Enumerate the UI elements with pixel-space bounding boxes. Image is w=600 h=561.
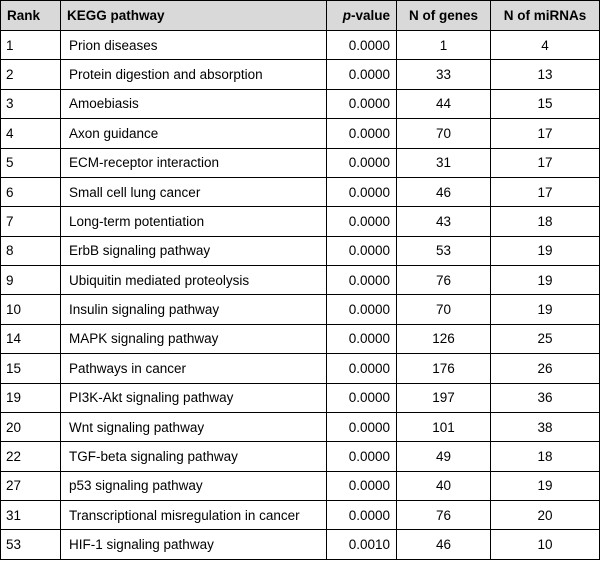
cell-rank: 53 bbox=[1, 530, 61, 560]
cell-p-value: 0.0000 bbox=[327, 383, 397, 412]
cell-kegg-pathway: Long-term potentiation bbox=[61, 207, 327, 236]
cell-rank: 1 bbox=[1, 31, 61, 60]
cell-p-value: 0.0000 bbox=[327, 119, 397, 148]
cell-n-mirnas: 20 bbox=[491, 501, 600, 530]
cell-kegg-pathway: PI3K-Akt signaling pathway bbox=[61, 383, 327, 412]
table-row bbox=[1, 324, 600, 353]
cell-rank: 10 bbox=[1, 295, 61, 324]
table-row bbox=[1, 442, 600, 471]
cell-p-value: 0.0000 bbox=[327, 501, 397, 530]
cell-kegg-pathway: p53 signaling pathway bbox=[61, 471, 327, 500]
table-row bbox=[1, 383, 600, 412]
table-row bbox=[1, 148, 600, 177]
table-row bbox=[1, 31, 600, 60]
cell-n-mirnas: 17 bbox=[491, 119, 600, 148]
cell-n-mirnas: 18 bbox=[491, 442, 600, 471]
cell-rank: 3 bbox=[1, 89, 61, 118]
header-p-italic: p bbox=[342, 8, 351, 23]
cell-n-genes: 197 bbox=[397, 383, 491, 412]
cell-p-value: 0.0000 bbox=[327, 207, 397, 236]
cell-p-value: 0.0000 bbox=[327, 412, 397, 441]
cell-n-genes: 176 bbox=[397, 354, 491, 383]
cell-p-value: 0.0010 bbox=[327, 530, 397, 560]
cell-n-mirnas: 19 bbox=[491, 295, 600, 324]
cell-n-mirnas: 13 bbox=[491, 60, 600, 89]
cell-n-mirnas: 26 bbox=[491, 354, 600, 383]
cell-rank: 2 bbox=[1, 60, 61, 89]
cell-kegg-pathway: Axon guidance bbox=[61, 119, 327, 148]
header-n-genes: N of genes bbox=[397, 1, 491, 31]
cell-rank: 7 bbox=[1, 207, 61, 236]
cell-kegg-pathway: Prion diseases bbox=[61, 31, 327, 60]
cell-n-mirnas: 19 bbox=[491, 236, 600, 265]
cell-n-genes: 46 bbox=[397, 177, 491, 206]
cell-p-value: 0.0000 bbox=[327, 471, 397, 500]
cell-p-value: 0.0000 bbox=[327, 89, 397, 118]
cell-n-mirnas: 15 bbox=[491, 89, 600, 118]
header-rank: Rank bbox=[1, 1, 61, 31]
table-row bbox=[1, 501, 600, 530]
cell-kegg-pathway: MAPK signaling pathway bbox=[61, 324, 327, 353]
cell-n-genes: 76 bbox=[397, 266, 491, 295]
cell-kegg-pathway: Wnt signaling pathway bbox=[61, 412, 327, 441]
header-kegg-pathway: KEGG pathway bbox=[61, 1, 327, 31]
cell-p-value: 0.0000 bbox=[327, 236, 397, 265]
cell-kegg-pathway: Amoebiasis bbox=[61, 89, 327, 118]
table-body bbox=[1, 31, 600, 560]
table-row bbox=[1, 119, 600, 148]
cell-p-value: 0.0000 bbox=[327, 177, 397, 206]
table-header bbox=[1, 1, 600, 31]
cell-n-mirnas: 38 bbox=[491, 412, 600, 441]
cell-n-genes: 101 bbox=[397, 412, 491, 441]
header-p-suffix: -value bbox=[350, 8, 390, 23]
cell-n-genes: 76 bbox=[397, 501, 491, 530]
cell-rank: 31 bbox=[1, 501, 61, 530]
cell-p-value: 0.0000 bbox=[327, 148, 397, 177]
cell-kegg-pathway: ECM-receptor interaction bbox=[61, 148, 327, 177]
cell-n-mirnas: 17 bbox=[491, 177, 600, 206]
table-row bbox=[1, 207, 600, 236]
cell-n-genes: 53 bbox=[397, 236, 491, 265]
table-row bbox=[1, 295, 600, 324]
cell-n-genes: 126 bbox=[397, 324, 491, 353]
cell-rank: 15 bbox=[1, 354, 61, 383]
table-row bbox=[1, 266, 600, 295]
cell-rank: 19 bbox=[1, 383, 61, 412]
cell-n-genes: 33 bbox=[397, 60, 491, 89]
cell-kegg-pathway: ErbB signaling pathway bbox=[61, 236, 327, 265]
cell-n-genes: 49 bbox=[397, 442, 491, 471]
cell-n-genes: 31 bbox=[397, 148, 491, 177]
cell-kegg-pathway: Ubiquitin mediated proteolysis bbox=[61, 266, 327, 295]
cell-n-genes: 40 bbox=[397, 471, 491, 500]
cell-kegg-pathway: Protein digestion and absorption bbox=[61, 60, 327, 89]
table-row bbox=[1, 177, 600, 206]
cell-rank: 5 bbox=[1, 148, 61, 177]
cell-p-value: 0.0000 bbox=[327, 266, 397, 295]
cell-n-mirnas: 4 bbox=[491, 31, 600, 60]
cell-kegg-pathway: Pathways in cancer bbox=[61, 354, 327, 383]
header-p-value bbox=[327, 1, 397, 31]
cell-n-mirnas: 19 bbox=[491, 266, 600, 295]
cell-n-mirnas: 10 bbox=[491, 530, 600, 560]
header-n-mirnas: N of miRNAs bbox=[491, 1, 600, 31]
cell-rank: 8 bbox=[1, 236, 61, 265]
cell-kegg-pathway: TGF-beta signaling pathway bbox=[61, 442, 327, 471]
table-row bbox=[1, 354, 600, 383]
cell-p-value: 0.0000 bbox=[327, 31, 397, 60]
cell-kegg-pathway: Transcriptional misregulation in cancer bbox=[61, 501, 327, 530]
table-row bbox=[1, 530, 600, 560]
cell-n-genes: 46 bbox=[397, 530, 491, 560]
cell-n-mirnas: 36 bbox=[491, 383, 600, 412]
table-row bbox=[1, 236, 600, 265]
cell-n-genes: 1 bbox=[397, 31, 491, 60]
cell-kegg-pathway: Small cell lung cancer bbox=[61, 177, 327, 206]
cell-p-value: 0.0000 bbox=[327, 60, 397, 89]
cell-p-value: 0.0000 bbox=[327, 354, 397, 383]
cell-p-value: 0.0000 bbox=[327, 295, 397, 324]
cell-n-genes: 70 bbox=[397, 119, 491, 148]
header-row bbox=[1, 1, 600, 31]
table-row bbox=[1, 412, 600, 441]
cell-rank: 27 bbox=[1, 471, 61, 500]
cell-n-mirnas: 18 bbox=[491, 207, 600, 236]
cell-p-value: 0.0000 bbox=[327, 324, 397, 353]
cell-rank: 14 bbox=[1, 324, 61, 353]
cell-n-genes: 44 bbox=[397, 89, 491, 118]
cell-rank: 4 bbox=[1, 119, 61, 148]
cell-rank: 9 bbox=[1, 266, 61, 295]
cell-rank: 22 bbox=[1, 442, 61, 471]
table-row bbox=[1, 60, 600, 89]
cell-rank: 6 bbox=[1, 177, 61, 206]
cell-n-mirnas: 25 bbox=[491, 324, 600, 353]
cell-kegg-pathway: Insulin signaling pathway bbox=[61, 295, 327, 324]
cell-n-mirnas: 17 bbox=[491, 148, 600, 177]
table-row bbox=[1, 89, 600, 118]
cell-n-genes: 70 bbox=[397, 295, 491, 324]
cell-n-genes: 43 bbox=[397, 207, 491, 236]
table-row bbox=[1, 471, 600, 500]
cell-p-value: 0.0000 bbox=[327, 442, 397, 471]
cell-rank: 20 bbox=[1, 412, 61, 441]
cell-kegg-pathway: HIF-1 signaling pathway bbox=[61, 530, 327, 560]
cell-n-mirnas: 19 bbox=[491, 471, 600, 500]
